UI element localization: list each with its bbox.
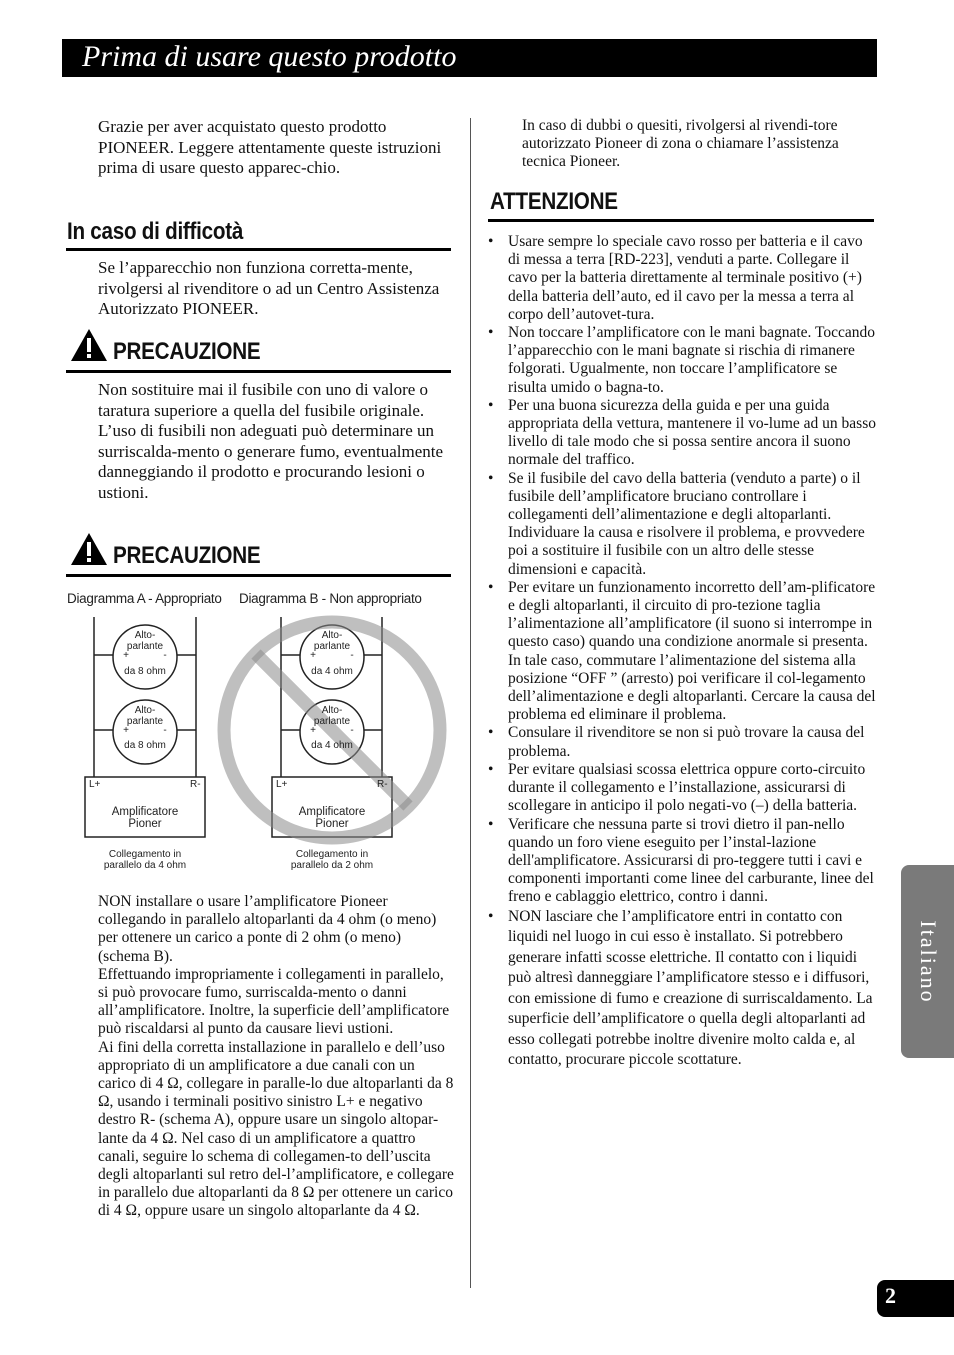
list-item: • Per una buona sicurezza della guida e per una guida appropriata della vettura, mantenere il vo-lume ad un basso livello di tale modo che si possa sentire ancora il suono normale del traffico. xyxy=(488,397,876,470)
terminal-right-label: R- xyxy=(190,779,201,790)
language-tab xyxy=(901,865,954,1058)
impedance-label: da 8 ohm xyxy=(124,740,166,751)
caution-heading-2: PRECAUZIONE xyxy=(113,542,261,569)
terminal-left-label: L+ xyxy=(276,779,288,790)
plus-terminal: + xyxy=(310,650,316,661)
minus-terminal: - xyxy=(163,725,167,736)
amplifier-label: Amplificatore Pioner xyxy=(298,806,366,830)
list-item: • Verificare che nessuna parte si trovi dietro il pan-nello quando un foro viene eseguito per l’instal-lazione dell'amplificatore. Assicurarsi di pro-teggere tutti i cavi e componenti importanti come linee del carburante, linee del freno e cablaggio elettrico, contro i danni. xyxy=(488,816,876,907)
diagram-a-caption: Diagramma A - Appropriato xyxy=(67,591,222,606)
contact-note: In caso di dubbi o quesiti, rivolgersi al rivendi-tore autorizzato Pioneer di zona o chiamare l’assistenza tecnica Pioneer. xyxy=(522,117,839,171)
speaker-label: Alto- parlante xyxy=(126,705,164,727)
attention-heading: ATTENZIONE xyxy=(490,188,618,215)
caution-text-2 xyxy=(98,893,456,1221)
list-item: • Usare sempre lo speciale cavo rosso per batteria e il cavo di messa a terra [RD-223], venduti a parte. Collegare il cavo per la batteria direttamente al terminale positivo (+) della batteria dell’auto, ed il cavo per la messa a terra al corpo dell’autovet-tura. xyxy=(488,233,876,324)
language-tab-label: Italiano xyxy=(915,919,941,1004)
minus-terminal: - xyxy=(350,725,354,736)
list-item: • Se il fusibile del cavo della batteria (venduto a parte) o il fusibile dell’amplificatore bruciano controllare i collegamenti dell’alimentazione e degli altoparlanti. Individuare la causa e risolvere il problema, e provvedere poi a sostituire il fusibile con un altro delle stesse dimensioni e capacità. xyxy=(488,470,876,579)
impedance-label: da 8 ohm xyxy=(124,666,166,677)
impedance-label: da 4 ohm xyxy=(311,740,353,751)
list-item: • NON lasciare che l’amplificatore entri in contatto con liquidi nel luogo in cui esso è installato. Si potrebbero generare infatti scosse elettriche. Il contatto con i liquidi può altresì danneggiare l’amplificatore stesso e i diffusori, con emissione di fumo e creazione di surriscaldamento. La superficie dell’amplificatore o quella degli altoparlanti ad esso collegati potrebbe inoltre divenire molto calda e, al contatto, procurare piccole scottature. xyxy=(488,907,876,1071)
list-item: • Consulare il rivenditore se non si può trovare la causa del problema. xyxy=(488,724,876,760)
speaker-label: Alto- parlante xyxy=(313,705,351,727)
page-title-bar xyxy=(62,39,877,77)
list-item: • Per evitare qualsiasi scossa elettrica oppure corto-circuito durante il collegamento e l’installazione, assicurarsi di scollegare in anticipo il polo negati-vo (–) della batteria. xyxy=(488,761,876,816)
terminal-left-label: L+ xyxy=(89,779,101,790)
column-divider xyxy=(470,118,471,1288)
impedance-label: da 4 ohm xyxy=(311,666,353,677)
difficulty-text: Se l’apparecchio non funziona corretta-mente, rivolgersi al rivenditore o ad un Centro Assistenza Autorizzato PIONEER. xyxy=(98,258,440,318)
list-item: • Per evitare un funzionamento incorretto dell’am-plificatore e degli altoparlanti, il circuito di pro-tezione taglia l’alimentazione all’amplificatore (il suono si interrompe in questo caso) quando una condizione anormale si presenta. In tale caso, commutare l’alimentazione del sistema alla posizione “OFF ” (arresto) poi verificare il col-legamento dell’alimentazione e degli altoparlanti. Cercare la causa del problema ed eliminare il problema. xyxy=(488,579,876,725)
amplifier-label: Amplificatore Pioner xyxy=(111,806,179,830)
caution-paragraph: NON installare o usare l’amplificatore Pioneer collegando in parallelo altoparlanti da 4 ohm (o meno) per ottenere un carico a ponte di 2 ohm (o meno) (schema B). xyxy=(98,893,437,965)
warning-icon xyxy=(70,532,108,566)
page-number-badge xyxy=(877,1280,954,1317)
section-heading-difficulty: In caso di difficotà xyxy=(67,218,244,245)
speaker-label: Alto- parlante xyxy=(313,630,351,652)
diagram-b-caption: Diagramma B - Non appropriato xyxy=(239,591,422,606)
plus-terminal: + xyxy=(123,650,129,661)
heading-rule xyxy=(488,219,874,222)
list-item: • Non toccare l’amplificatore con le mani bagnate. Toccando l’apparecchio con le mani bagnate si rischia di rimanere folgorati. Ugualmente, non toccare l’amplificatore se risulta umido o bagna-to. xyxy=(488,324,876,397)
caution-heading-1: PRECAUZIONE xyxy=(113,338,261,365)
heading-rule xyxy=(66,574,451,577)
caution-paragraph: Ai fini della corretta installazione in parallelo e dell’uso appropriato di un amplificatore a due canali con un carico di 4 Ω, collegare in paralle-lo due altoparlanti da 8 Ω, usando i terminali positivo sinistro L+ e negativo destro R- (schema A), oppure usare un singolo altopar-lante da 4 Ω. Nel caso di un amplificatore a quattro canali, seguire lo schema di collegamen-to dell’uscita degli altoparlanti sul retro del-l’amplificatore, e collegare in parallelo due altoparlanti da 8 Ω per ottenere un carico di 4 Ω, oppure usare un singolo altoparlante da 4 Ω. xyxy=(98,1038,454,1220)
caution-text-1: Non sostituire mai il fusibile con uno di valore o taratura superiore a quella del fusibile originale. L’uso di fusibili non adeguati può determinare un surriscalda-mento o generare fumo, eventualmente danneggiando il prodotto e procurando lesioni o ustioni. xyxy=(98,380,444,502)
heading-rule xyxy=(66,248,451,251)
speaker-label: Alto- parlante xyxy=(126,630,164,652)
page-title: Prima di usare questo prodotto xyxy=(82,40,457,73)
plus-terminal: + xyxy=(310,725,316,736)
plus-terminal: + xyxy=(123,725,129,736)
page-number: 2 xyxy=(885,1283,896,1308)
minus-terminal: - xyxy=(163,650,167,661)
terminal-right-label: R- xyxy=(377,779,388,790)
heading-rule xyxy=(66,370,451,373)
intro-text: Grazie per aver acquistato questo prodotto PIONEER. Leggere attentamente queste istruzioni prima di usare questo apparec-chio. xyxy=(98,117,442,177)
attention-list xyxy=(488,233,876,1071)
connection-note: Collegamento in parallelo da 4 ohm xyxy=(103,849,187,871)
warning-icon xyxy=(70,328,108,362)
connection-note: Collegamento in parallelo da 2 ohm xyxy=(290,849,374,871)
minus-terminal: - xyxy=(350,650,354,661)
caution-paragraph: Effettuando impropriamente i collegamenti in parallelo, si può provocare fumo, surriscalda-mento o danni all’amplificatore. Inoltre, la superficie dell’amplificatore può riscaldarsi al punto da causare lievi ustioni. xyxy=(98,965,450,1038)
